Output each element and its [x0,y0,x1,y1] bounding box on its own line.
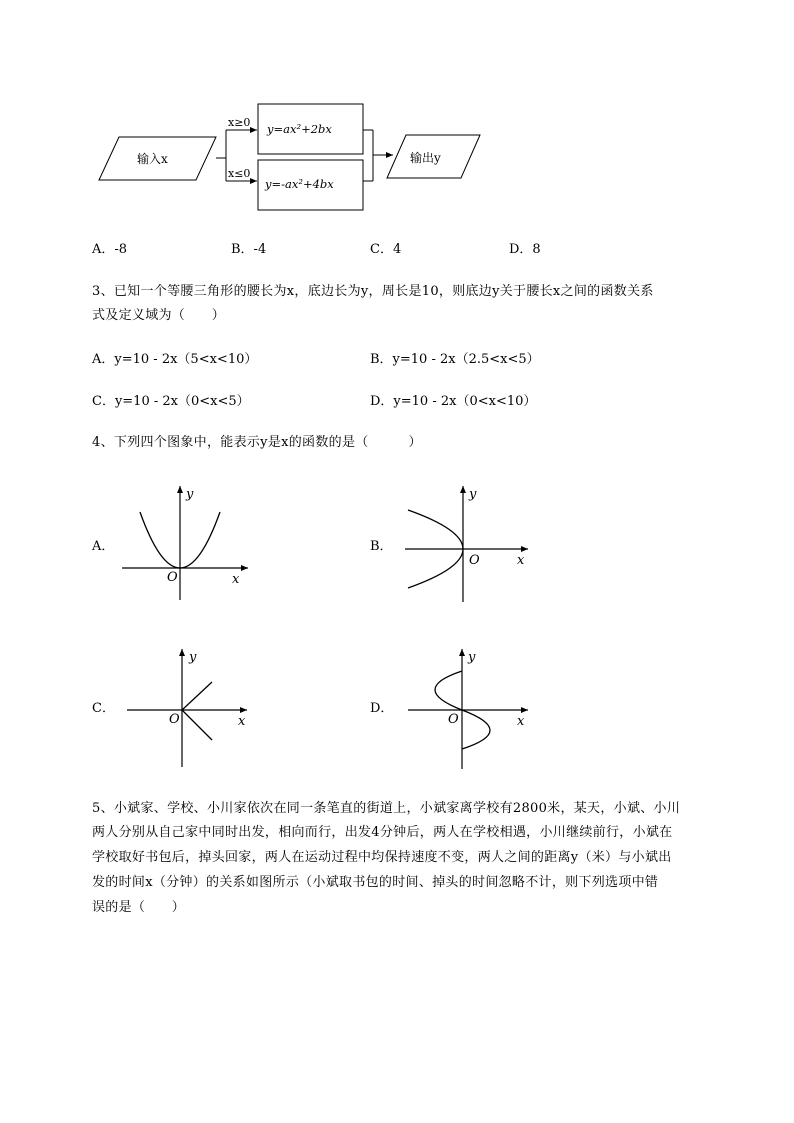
q5-stem-line5: 误的是（ ） [92,900,186,915]
q3-option-c: C．y=10 - 2x（0<x<5） [92,394,250,409]
process-bottom-formula: y=-ax²+4bx [265,177,334,191]
condition-bottom: x≤0 [228,167,251,180]
process-top-formula: y=ax²+2bx [267,122,332,136]
graph-a-x-label: x [232,572,240,587]
graph-b-x-label: x [517,553,525,568]
output-label: 输出y [410,151,441,165]
graph-a-y-label: y [186,487,194,502]
condition-top: x≥0 [228,116,251,129]
graph-a [110,480,260,610]
graph-d [400,645,540,775]
q4-option-c-label: C． [92,701,115,716]
q3-stem-line1: 3、已知一个等腰三角形的腰长为x，底边长为y，周长是10，则底边y关于腰长x之间的函数关系 [92,284,654,299]
graph-d-y-label: y [468,650,476,665]
q4-option-a-label: A． [92,539,115,554]
graph-b-origin: O [469,553,480,568]
q4-stem: 4、下列四个图象中，能表示y是x的函数的是（ ） [92,435,422,450]
q2-option-b: B．-4 [231,242,267,257]
graph-d-x-label: x [517,714,525,729]
graph-c-curve [182,682,212,740]
q5-stem-line3: 学校取好书包后，掉头回家，两人在运动过程中均保持速度不变，两人之间的距离y（米）与小斌出 [92,850,672,865]
graph-c [115,645,255,775]
graph-c-x-label: x [238,714,246,729]
q4-option-b-label: B． [370,539,393,554]
q5-stem-line2: 两人分别从自己家中同时出发，相向而行，出发4分钟后，两人在学校相遇，小川继续前行，小斌在 [92,825,673,840]
q3-stem-line2: 式及定义域为（ ） [92,308,226,323]
q3-option-a: A．y=10 - 2x（5<x<10） [92,352,258,367]
graph-c-y-label: y [189,650,197,665]
q5-stem-line1: 5、小斌家、学校、小川家依次在同一条笔直的街道上，小斌家离学校有2800米，某天，小斌、小川 [92,801,681,816]
input-label: 输入x [137,152,168,166]
graph-d-origin: O [448,712,459,727]
q5-stem-line4: 发的时间x（分钟）的关系如图所示（小斌取书包的时间、掉头的时间忽略不计，则下列选项中错 [92,875,659,890]
graph-b [400,480,540,610]
graph-c-origin: O [169,712,180,727]
graph-a-origin: O [167,570,178,585]
q3-option-d: D．y=10 - 2x（0<x<10） [370,394,537,409]
q4-option-d-label: D． [370,701,394,716]
q3-option-b: B．y=10 - 2x（2.5<x<5） [370,352,540,367]
flowchart [0,0,794,230]
q2-option-a: A．-8 [92,242,128,257]
graph-b-y-label: y [469,487,477,502]
q2-option-d: D．8 [509,242,541,257]
q2-option-c: C．4 [370,242,402,257]
